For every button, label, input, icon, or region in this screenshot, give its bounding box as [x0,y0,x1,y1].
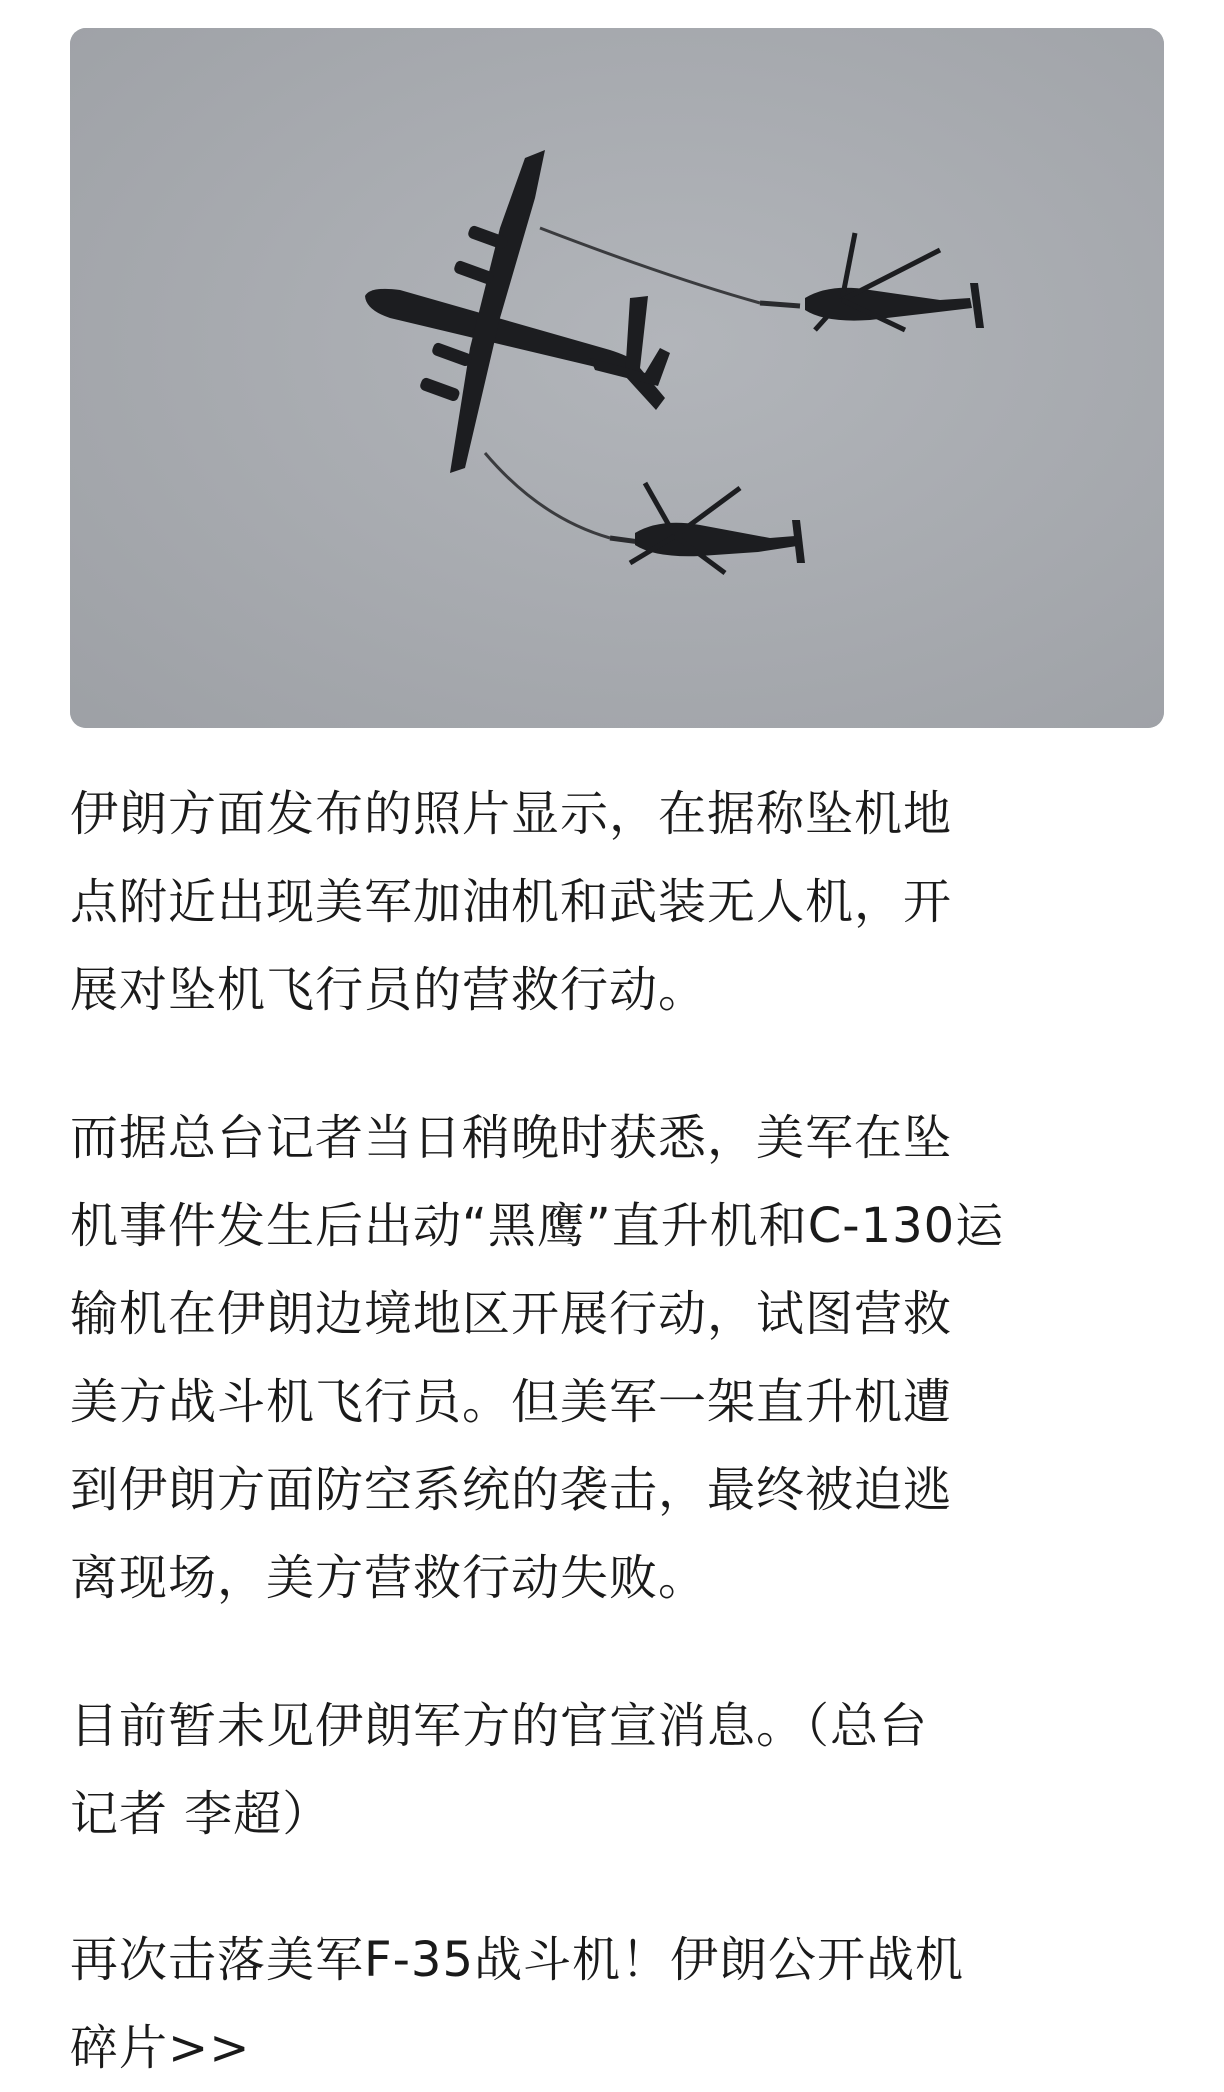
paragraph-2 [70,1094,1170,1622]
paragraph-line: 到伊朗方面防空系统的袭击，最终被迫逃 [70,1462,953,1518]
related-article-link[interactable] [70,1916,1170,2092]
paragraph-3 [70,1682,1170,1858]
paragraph-line: 记者 李超） [70,1786,332,1842]
paragraph-line: 展对坠机飞行员的营救行动。 [70,962,708,1018]
link-line[interactable]: 碎片>> [70,2020,251,2076]
link-line[interactable]: 再次击落美军F-35战斗机！伊朗公开战机 [70,1932,965,1988]
paragraph-line: 输机在伊朗边境地区开展行动，试图营救 [70,1286,953,1342]
article-photo[interactable] [70,28,1164,728]
paragraph-line: 离现场，美方营救行动失败。 [70,1550,708,1606]
paragraph-line: 机事件发生后出动“黑鹰”直升机和C-130运 [70,1198,1005,1254]
paragraph-line: 点附近出现美军加油机和武装无人机，开 [70,874,953,930]
paragraph-line: 而据总台记者当日稍晚时获悉，美军在坠 [70,1110,953,1166]
aircraft-photo-icon [70,28,1164,728]
paragraph-line: 伊朗方面发布的照片显示，在据称坠机地 [70,786,953,842]
paragraph-line: 美方战斗机飞行员。但美军一架直升机遭 [70,1374,953,1430]
paragraph-1 [70,770,1170,1034]
paragraph-line: 目前暂未见伊朗军方的官宣消息。（总台 [70,1698,929,1754]
